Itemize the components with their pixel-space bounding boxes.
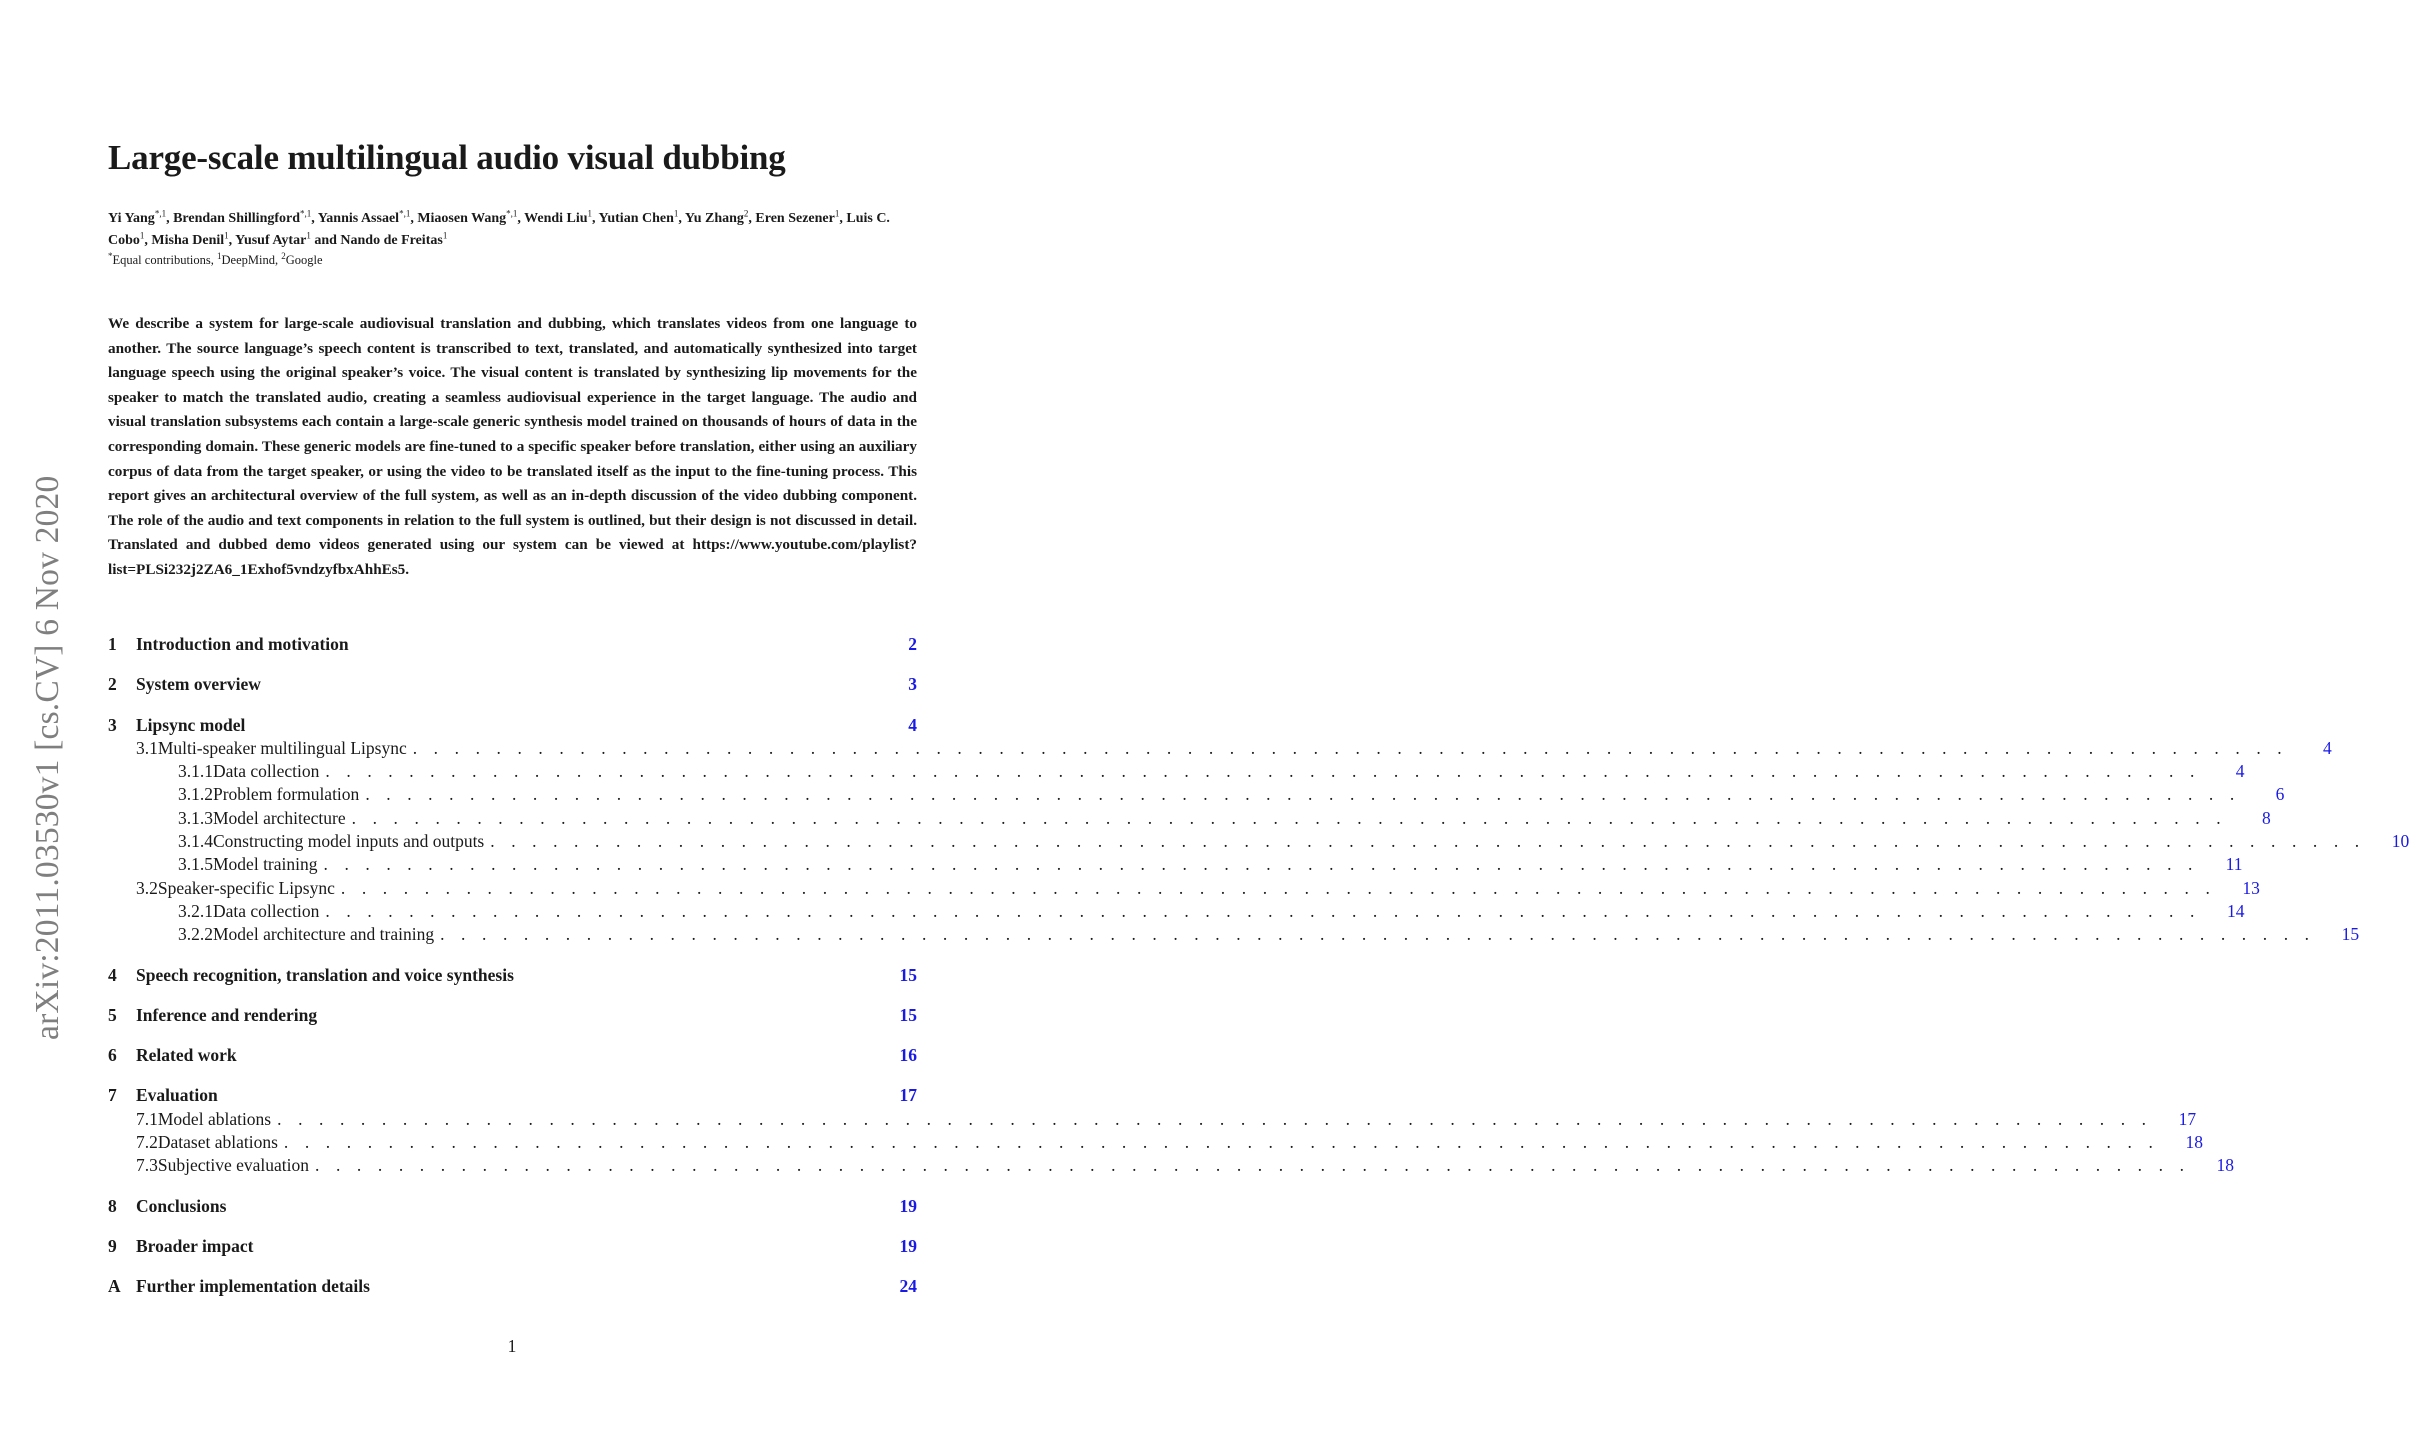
paper-title: Large-scale multilingual audio visual dubbing [108,138,786,177]
authors-and: and [310,233,341,248]
toc-page-link[interactable]: 15 [899,964,917,985]
toc-section-entry[interactable] [108,634,917,657]
toc-page-link[interactable]: 13 [2242,877,2260,898]
toc-section-entry[interactable] [108,1276,917,1299]
toc-section-title[interactable]: Conclusions [136,1195,227,1216]
toc-subsection-title[interactable]: Model architecture [213,807,346,828]
toc-subsection-title[interactable]: Speaker-specific Lipsync [157,877,335,898]
toc-dot-leader: . . . . . . . . . . . . . . . . . . . . . . . . . . . . . . . . . . . . . . . . . . . . . . . . . . . . . . . . . . . . . . . . . . . . . . . . . . . . . . . . . . . . . . . . . . [490,831,2366,852]
author-affiliation-mark: *,1 [399,208,411,219]
toc-section-entry[interactable] [108,1045,917,1068]
toc-page-link[interactable]: 3 [908,674,917,695]
toc-dot-leader: . . . . . . . . . . . . . . . . . . . . . . . . . . . . . . . . . . . . . . . . . . . . . . . . . . . . . . . . . . . . . . . . . . . . . . . . . . . . . . . . . . . . . . . . . . [325,761,2201,782]
toc-page-link[interactable]: 6 [2275,784,2285,805]
toc-section-number: 3 [108,714,117,735]
toc-subsection-title[interactable]: Model training [213,854,318,875]
author-affiliation-mark: *,1 [154,208,167,219]
affiliations [108,250,323,268]
author-name: Yusuf Aytar [235,233,307,248]
author-affiliation-mark: *,1 [506,208,518,219]
toc-subsection-title[interactable]: Dataset ablations [157,1132,278,1153]
toc-page-link[interactable]: 14 [2226,900,2245,921]
toc-section-title[interactable]: Inference and rendering [136,1004,318,1025]
toc-page-link[interactable]: 16 [899,1045,917,1066]
toc-section-number: 2 [108,674,117,695]
toc-page-link[interactable]: 24 [899,1276,917,1297]
toc-subsection-number: 3.2 [136,877,158,898]
toc-subsection-entry[interactable] [108,784,2285,807]
toc-section-entry[interactable] [108,1005,917,1028]
toc-subsection-number: 3.1.4 [178,831,213,852]
toc-section-entry[interactable] [108,1196,917,1219]
toc-page-link[interactable]: 11 [2225,854,2243,875]
author-name: Nando de Freitas [340,233,443,248]
toc-dot-leader: . . . . . . . . . . . . . . . . . . . . . . . . . . . . . . . . . . . . . . . . . . . . . . . . . . . . . . . . . . . . . . . . . . . . . . . . . . . . . . . . . . . . . . . . . . [440,924,2316,945]
author-affiliation-mark: 1 [442,230,448,241]
author-name: Yannis Assael [317,211,400,226]
toc-subsection-entry[interactable] [108,831,2409,854]
toc-subsection-entry[interactable] [108,807,2271,831]
toc-section-number: 6 [108,1045,117,1066]
toc-subsection-title[interactable]: Subjective evaluation [157,1155,310,1176]
toc-page-link[interactable]: 4 [2323,737,2332,758]
toc-section-number: 8 [108,1195,117,1216]
toc-dot-leader: . . . . . . . . . . . . . . . . . . . . . . . . . . . . . . . . . . . . . . . . . . . . . . . . . . . . . . . . . . . . . . . . . . . . . . . . . . . . . . . . . . . . . . . . . . [351,807,2227,828]
toc-section-entry[interactable] [108,1236,917,1259]
author-name: Brendan Shillingford [173,211,301,226]
toc-subsection-title[interactable]: Model architecture and training [213,924,435,945]
author-affiliation-mark: 1 [139,230,145,241]
toc-page-link[interactable]: 4 [908,714,917,735]
author-affiliation-mark: 1 [834,208,840,219]
author-name: Eren Sezener [755,211,835,226]
toc-dot-leader: . . . . . . . . . . . . . . . . . . . . . . . . . . . . . . . . . . . . . . . . . . . . . . . . . . . . . . . . . . . . . . . . . . . . . . . . . . . . . . . . . . . . . . . . . . [283,1132,2159,1153]
author-affiliation-mark: 1 [673,208,679,219]
toc-subsection-number: 3.2.2 [178,924,213,945]
toc-section-entry[interactable] [108,674,917,697]
toc-page-link[interactable]: 19 [899,1235,917,1256]
deepmind-text: DeepMind, [221,253,279,267]
toc-subsection-title[interactable]: Constructing model inputs and outputs [213,831,485,852]
toc-subsection-number: 7.2 [136,1132,158,1153]
author-affiliation-mark: 1 [587,208,593,219]
abstract: We describe a system for large-scale audiovisual translation and dubbing, which translates videos from one language to another. The source language’s speech content is transcribed to text, translated, and automatically synthesized into target language speech using the original speaker’s voice. The visual content is translated by synthesizing lip movements for the speaker to match the translated audio, creating a seamless audiovisual experience in the target language. The audio and visual translation subsystems each contain a large-scale generic synthesis model trained on thousands of hours of data in the corresponding domain. These generic models are fine-tuned to a specific speaker before translation, either using an auxiliary corpus of data from the target speaker, or using the video to be translated itself as the input to the fine-tuning process. This report gives an architectural overview of the full system, as well as an in-depth discussion of the video dubbing component. The role of the audio and text components in relation to the full system is outlined, but their design is not discussed in detail. Translated and dubbed demo videos generated using our system can be viewed at https://www.youtube.com/playlist?list=PLSi232j2ZA6_1Exhof5vndzyfbxAhhEs5. [108,315,917,578]
author-name: Wendi Liu [524,211,588,226]
toc-section-title[interactable]: Related work [136,1045,237,1066]
toc-subsection-entry[interactable] [108,737,2332,761]
author-name: Luis C. Cobo [108,211,890,248]
toc-dot-leader: . . . . . . . . . . . . . . . . . . . . . . . . . . . . . . . . . . . . . . . . . . . . . . . . . . . . . . . . . . . . . . . . . . . . . . . . . . . . . . . . . . . . . . . . . . [315,1155,2191,1176]
author-name: Misha Denil [151,233,225,248]
toc-subsection-entry[interactable] [108,877,2260,901]
toc-page-link[interactable]: 17 [2178,1108,2197,1129]
author-name: Miaosen Wang [417,211,507,226]
toc-page-link[interactable]: 15 [2341,924,2360,945]
toc-subsection-entry[interactable] [108,1155,2235,1178]
author-name: Yi Yang [108,211,155,226]
author-name: Yutian Chen [598,211,674,226]
toc-section-title[interactable]: Introduction and motivation [136,634,349,654]
toc-subsection-title[interactable]: Problem formulation [213,784,360,805]
toc-section-entry[interactable] [108,1085,917,1108]
page-number: 1 [507,1336,517,1356]
toc-section-number: 9 [108,1235,117,1256]
toc-page-link[interactable]: 8 [2261,807,2271,828]
arxiv-stamp: arXiv:2011.03530v1 [cs.CV] 6 Nov 2020 [29,475,66,1040]
toc-section-number: 4 [108,964,117,985]
toc-subsection-entry[interactable] [108,900,2245,924]
author-affiliation-mark: 2 [743,208,749,219]
toc-subsection-title[interactable]: Multi-speaker multilingual Lipsync [157,737,407,758]
toc-page-link[interactable]: 2 [908,634,917,654]
toc-section-entry[interactable] [108,715,917,738]
toc-page-link[interactable]: 17 [899,1085,917,1106]
toc-subsection-number: 3.1 [136,737,158,758]
toc-section-number: 7 [108,1085,117,1106]
toc-subsection-number: 3.1.3 [178,807,213,828]
toc-subsection-entry[interactable] [108,1132,2203,1155]
toc-page-link[interactable]: 15 [899,1004,917,1025]
author-affiliation-mark: 1 [224,230,229,241]
toc-subsection-entry[interactable] [108,924,2360,947]
deepmind-mark: 1 [217,250,222,261]
toc-subsection-number: 3.2.1 [178,900,213,921]
toc-section-title[interactable]: Lipsync model [136,714,246,735]
table-of-contents [108,634,2409,1300]
toc-dot-leader: . . . . . . . . . . . . . . . . . . . . . . . . . . . . . . . . . . . . . . . . . . . . . . . . . . . . . . . . . . . . . . . . . . . . . . . . . . . . . . . . . . . . . . . . . . [365,784,2241,805]
toc-section-title[interactable]: System overview [136,674,261,695]
toc-section-number: 5 [108,1004,117,1025]
toc-page-link[interactable]: 19 [899,1195,917,1216]
toc-section-entry[interactable] [108,965,917,988]
toc-subsection-number: 3.1.5 [178,854,213,875]
toc-page-link[interactable]: 18 [2216,1155,2235,1176]
google-mark: 2 [281,250,286,261]
toc-dot-leader: . . . . . . . . . . . . . . . . . . . . . . . . . . . . . . . . . . . . . . . . . . . . . . . . . . . . . . . . . . . . . . . . . . . . . . . . . . . . . . . . . . . . . . . . . . [340,877,2216,898]
toc-page-link[interactable]: 18 [2185,1132,2203,1153]
toc-subsection-number: 7.1 [136,1108,158,1129]
toc-subsection-title[interactable]: Data collection [213,761,320,782]
toc-subsection-number: 7.3 [136,1155,158,1176]
toc-page-link[interactable]: 10 [2391,831,2409,852]
google-text: Google [285,253,323,267]
author-affiliation-mark: *,1 [300,208,312,219]
author-list: Yi Yang$^{*,1}$, Brendan Shillingford$^{*,1}$, Yannis Assael$^{*,1}$, Miaosen Wang$^{*,1}$, Wendi Liu$^1$, Yutian Chen$^1$, Yu Zhang$^2$, Eren Sezener$^1$, Luis C. Cobo$^1$, Misha Denil$^1$, Yusuf Aytar$^1$ and Nando de Freitas$^1$ [108,208,890,248]
toc-section-title[interactable]: Evaluation [136,1085,218,1106]
toc-subsection-entry[interactable] [108,761,2245,784]
toc-subsection-entry[interactable] [108,854,2243,877]
equal-text: Equal contributions, [112,253,214,267]
toc-subsection-number: 3.1.2 [178,784,213,805]
toc-dot-leader: . . . . . . . . . . . . . . . . . . . . . . . . . . . . . . . . . . . . . . . . . . . . . . . . . . . . . . . . . . . . . . . . . . . . . . . . . . . . . . . . . . . . . . . . . . [323,854,2199,875]
toc-subsection-entry[interactable] [108,1108,2197,1132]
toc-dot-leader: . . . . . . . . . . . . . . . . . . . . . . . . . . . . . . . . . . . . . . . . . . . . . . . . . . . . . . . . . . . . . . . . . . . . . . . . . . . . . . . . . . . . . . . . . . [412,737,2288,758]
toc-subsection-number: 3.1.1 [178,761,213,782]
toc-section-number: 1 [108,634,117,654]
equal-mark: * [108,250,113,261]
toc-dot-leader: . . . . . . . . . . . . . . . . . . . . . . . . . . . . . . . . . . . . . . . . . . . . . . . . . . . . . . . . . . . . . . . . . . . . . . . . . . . . . . . . . . . . . . . . . . [325,900,2201,921]
toc-page-link[interactable]: 4 [2235,761,2245,782]
toc-section-title[interactable]: Further implementation details [136,1276,370,1297]
toc-dot-leader: . . . . . . . . . . . . . . . . . . . . . . . . . . . . . . . . . . . . . . . . . . . . . . . . . . . . . . . . . . . . . . . . . . . . . . . . . . . . . . . . . . . . . . . . . . [277,1108,2153,1129]
author-name: Yu Zhang [684,211,744,226]
toc-section-title[interactable]: Broader impact [136,1235,254,1256]
toc-subsection-title[interactable]: Model ablations [157,1108,272,1129]
toc-section-number: A [108,1276,121,1297]
toc-subsection-title[interactable]: Data collection [213,900,320,921]
toc-section-title[interactable]: Speech recognition, translation and voice synthesis [136,964,514,985]
author-affiliation-mark: 1 [306,230,311,241]
